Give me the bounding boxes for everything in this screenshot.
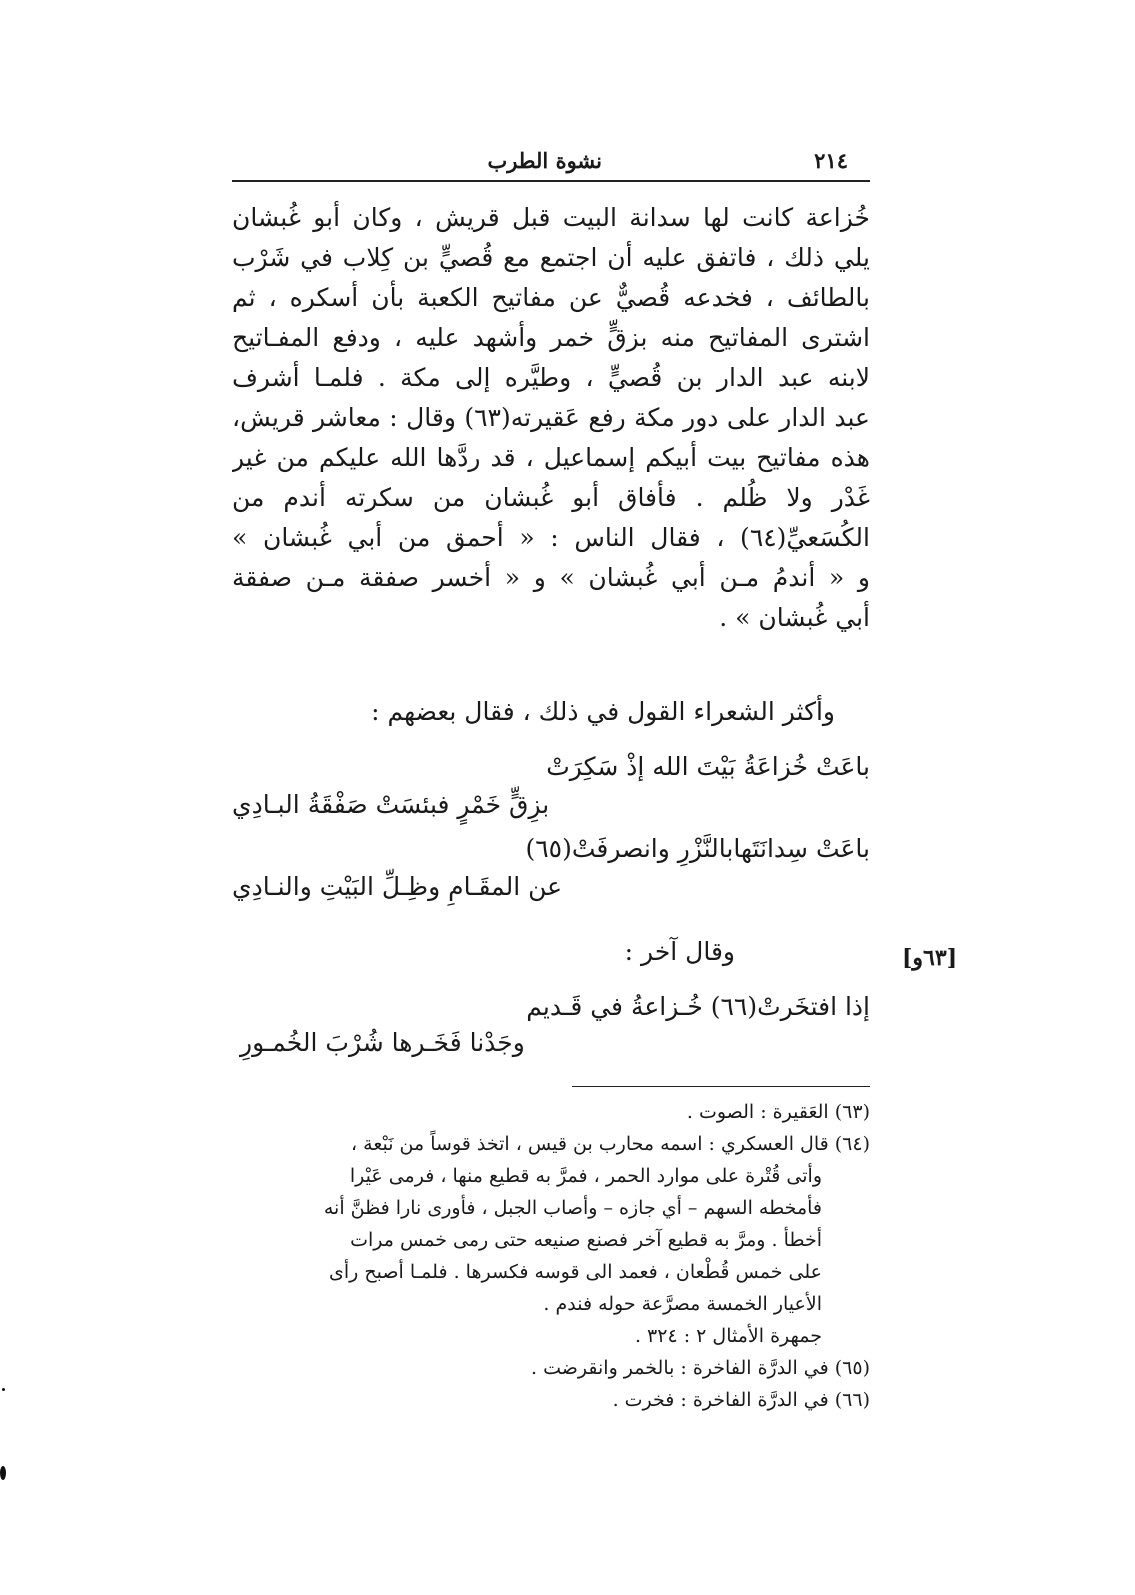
scan-speck: [2, 1388, 5, 1391]
running-title: نشوة الطرب: [487, 148, 602, 173]
footnote-continuation: وأتى قُتْرة على موارد الحمر ، فمرَّ به قطيع منها ، فرمى عَيْرا: [349, 1165, 822, 1187]
paragraph-line: لابنه عبد الدار بن قُصيٍّ ، وطيَّره إلى مكة . فلمـا أشرف: [232, 363, 870, 392]
paragraph-line: اشترى المفاتيح منه بزقٍّ خمر وأشهد عليه ، ودفع المفـاتيح: [232, 323, 870, 352]
paragraph-line: خُزاعة كانت لها سدانة البيت قبل قريش ، وكان أبو غُبشان: [232, 203, 870, 232]
poem-intro: وأكثر الشعراء القول في ذلك ، فقال بعضهم :: [371, 697, 835, 726]
paragraph-line: الكُسَعيِّ(٦٤) ، فقال الناس : « أحمق من أبي غُبشان »: [232, 523, 870, 552]
verse-line: بزِقٍّ خَمْرٍ فبئسَتْ صَفْقَةُ البـادِي: [232, 790, 550, 819]
paragraph-line: عبد الدار على دور مكة رفع عَقيرته(٦٣) وقال : معاشر قريش،: [232, 403, 870, 432]
paragraph-line: بالطائف ، فخدعه قُصيٌّ عن مفاتيح الكعبة بأن أسكره ، ثم: [232, 283, 870, 312]
verse-line: إذا افتخَرتْ(٦٦) خُـزاعةُ في قَـديم: [526, 992, 870, 1021]
footnote-continuation: أخطأ . ومرَّ به قطيع آخر فصنع صنيعه حتى رمى خمس مرات: [350, 1229, 822, 1251]
poem-intro: وقال آخر :: [624, 937, 735, 966]
paragraph-line: هذه مفاتيح بيت أبيكم إسماعيل ، قد ردَّها الله عليكم من غير: [232, 443, 870, 472]
footnote-separator: [572, 1086, 870, 1087]
footnote-continuation: فأمخطه السهم – أي جازه – وأصاب الجبل ، فأورى نارا فظنَّ أنه: [323, 1197, 822, 1219]
footnote-continuation: الأعيار الخمسة مصرَّعة حوله فندم .: [543, 1293, 822, 1315]
footnotes: [232, 1096, 870, 1416]
main-paragraph: [232, 198, 870, 638]
page-header: [232, 146, 870, 182]
page-number: ٢١٤: [814, 148, 848, 173]
verse-line: باعَتْ سِدانَتَهابالنَّزْرِ وانصرفَتْ(٦٥): [525, 834, 870, 863]
verse-line: باعَتْ خُزاعَةُ بَيْتَ الله إذْ سَكِرَتْ: [546, 752, 870, 781]
footnote: (٦٤) قال العسكري : اسمه محارب بن قيس ، اتخذ قوساً من نَبْعة ،: [350, 1133, 870, 1155]
paragraph-line: و « أندمُ مـن أبي غُبشان » و « أخسر صفقة مـن صفقة: [232, 563, 870, 592]
scan-speck: [0, 1466, 6, 1480]
footnote: (٦٦) في الدرَّة الفاخرة : فخرت .: [612, 1389, 870, 1411]
paragraph-line: يلي ذلك ، فاتفق عليه أن اجتمع مع قُصيٍّ بن كِلاب في شَرْب: [232, 243, 870, 272]
verse-line: وجَدْنا فَخَـرها شُرْبَ الخُمـورِ: [240, 1028, 525, 1057]
footnote: (٦٣) العَقيرة : الصوت .: [686, 1101, 870, 1123]
paragraph-line: أبي غُبشان » .: [719, 603, 870, 632]
footnote-continuation: على خمس قُطْعان ، فعمد الى قوسه فكسرها . فلمـا أصبح رأى: [329, 1261, 822, 1283]
margin-folio-reference: [٦٣و]: [902, 945, 958, 971]
footnote-continuation: جمهرة الأمثال ٢ : ٣٢٤ .: [634, 1325, 822, 1347]
footnote: (٦٥) في الدرَّة الفاخرة : بالخمر وانقرضت .: [531, 1357, 870, 1379]
paragraph-line: غَدْر ولا ظُلم . فأفاق أبو غُبشان من سكرته أندم من: [232, 483, 870, 512]
verse-line: عن المقَـامِ وظِـلِّ البَيْتِ والنـادِي: [232, 872, 563, 901]
